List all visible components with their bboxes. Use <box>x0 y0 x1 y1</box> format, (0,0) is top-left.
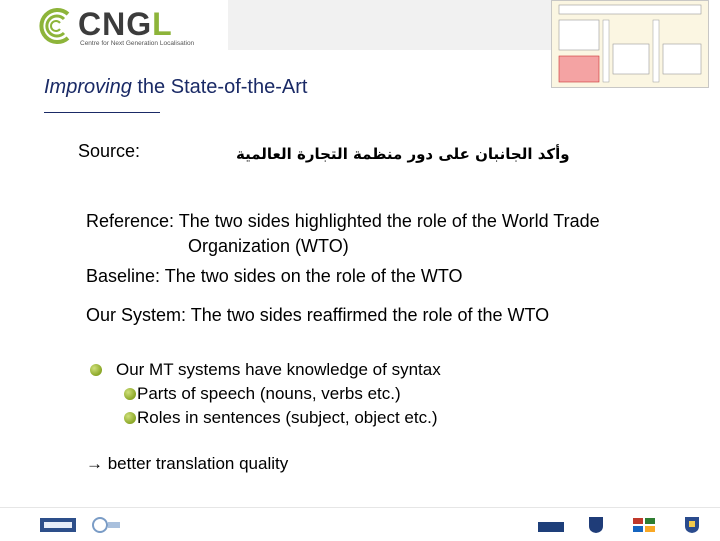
conclusion: → better translation quality <box>86 454 289 473</box>
bullet-dot-icon <box>90 364 102 376</box>
our-system-translation: Our System: The two sides reaffirmed the role of the WTO <box>86 305 550 325</box>
reference-line-1: Reference: The two sides highlighted the role of the World Trade <box>86 211 600 231</box>
logo-mark-icon <box>38 6 78 46</box>
university-crest-icon <box>588 516 604 534</box>
list-item: Our MT systems have knowledge of syntax <box>86 358 441 382</box>
architecture-diagram-thumbnail <box>551 0 709 88</box>
ndp-logo-icon <box>40 516 76 534</box>
logo-tagline: Centre for Next Generation Localisation <box>80 40 195 47</box>
list-item: Parts of speech (nouns, verbs etc.) <box>86 382 441 406</box>
logo-wordmark: CNGL <box>78 6 173 42</box>
ucd-crest-icon <box>684 516 700 534</box>
arrow-right-icon: → <box>86 454 103 473</box>
list-item: Roles in sentences (subject, object etc.) <box>86 406 441 430</box>
slide-title: Improving the State-of-the-Art <box>44 76 308 98</box>
bullet-dot-icon <box>124 412 136 424</box>
footer-logos <box>0 507 720 541</box>
tcd-logo-icon <box>632 516 656 534</box>
bullet-list <box>86 358 441 430</box>
header-bar <box>228 0 551 50</box>
title-underline <box>44 112 160 113</box>
reference-line-2: Organization (WTO) <box>188 236 349 256</box>
cngl-logo <box>38 6 195 48</box>
bullet-dot-icon <box>124 388 136 400</box>
header <box>0 0 720 50</box>
baseline-translation: Baseline: The two sides on the role of the WTO <box>86 266 463 286</box>
source-label: Source: <box>78 141 141 161</box>
arabic-source-sentence: وأكد الجانبان على دور منظمة التجارة العالمية <box>236 145 570 163</box>
dcu-logo-icon <box>536 516 566 534</box>
sfi-logo-icon <box>88 516 122 534</box>
reference-translation <box>86 209 600 259</box>
